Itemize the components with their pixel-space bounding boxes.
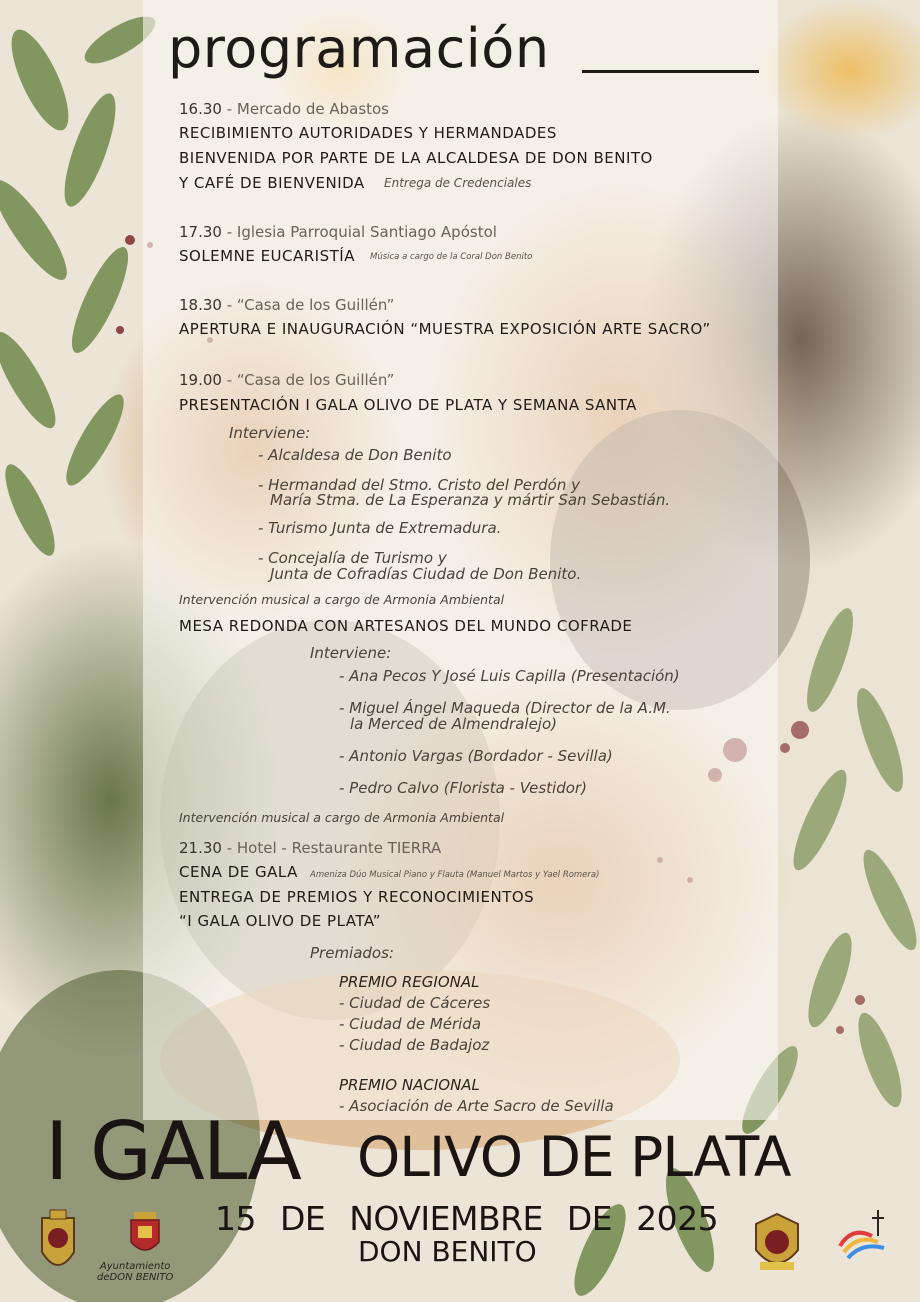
music-note: Intervención musical a cargo de Armonia Ambiental <box>179 592 505 607</box>
title-rule <box>582 70 759 73</box>
cofradias-seal-icon <box>752 1210 802 1276</box>
award-category: PREMIO NACIONAL <box>339 1076 480 1094</box>
event-time-row: 21.30 - Hotel - Restaurante TIERRA <box>179 839 442 857</box>
event-time-row: 17.30 - Iglesia Parroquial Santiago Apóstol <box>179 223 497 241</box>
speaker-item: - Miguel Ángel Maqueda (Director de la A.M. <box>339 699 671 717</box>
speaker-item: - Hermandad del Stmo. Cristo del Perdón y <box>258 476 581 494</box>
event-place: “Casa de los Guillén” <box>236 371 395 389</box>
speaker-item: - Turismo Junta de Extremadura. <box>258 519 502 537</box>
speaker-item: - Pedro Calvo (Florista - Vestidor) <box>339 779 587 797</box>
speaker-item: - Concejalía de Turismo y <box>258 549 447 567</box>
intervenes-label: Interviene: <box>310 644 392 662</box>
speaker-item: María Stma. de La Esperanza y mártir San Sebastián. <box>270 491 671 509</box>
event-line: CENA DE GALA <box>179 863 298 881</box>
event-line: Y CAFÉ DE BIENVENIDA <box>179 174 365 192</box>
awarded-label: Premiados: <box>310 944 394 962</box>
event-note: Ameniza Dúo Musical Piano y Flauta (Manuel Martos y Yael Romera) <box>310 870 600 880</box>
event-note: Entrega de Credenciales <box>384 176 532 190</box>
event-time: 21.30 <box>179 839 222 857</box>
event-line: RECIBIMIENTO AUTORIDADES Y HERMANDADES <box>179 124 557 142</box>
award-item: - Ciudad de Badajoz <box>339 1036 490 1054</box>
event-date: 15 DE NOVIEMBRE DE 2025 <box>215 1199 719 1238</box>
brotherhood-crest-icon <box>36 1208 80 1280</box>
program-panel <box>143 0 778 1120</box>
event-line: ENTREGA DE PREMIOS Y RECONOCIMIENTOS <box>179 888 535 906</box>
event-time: 17.30 <box>179 223 222 241</box>
award-item: - Asociación de Arte Sacro de Sevilla <box>339 1097 614 1115</box>
event-line: SOLEMNE EUCARISTÍA <box>179 247 355 265</box>
event-place: Iglesia Parroquial Santiago Apóstol <box>236 223 497 241</box>
intervenes-label: Interviene: <box>229 424 311 442</box>
award-item: - Ciudad de Mérida <box>339 1015 482 1033</box>
speaker-item: - Antonio Vargas (Bordador - Sevilla) <box>339 747 613 765</box>
event-line: PRESENTACIÓN I GALA OLIVO DE PLATA Y SEMANA SANTA <box>179 396 637 414</box>
event-time: 16.30 <box>179 100 222 118</box>
event-time-row: 19.00 - “Casa de los Guillén” <box>179 371 395 389</box>
event-place: Hotel - Restaurante TIERRA <box>236 839 442 857</box>
speaker-item: la Merced de Almendralejo) <box>350 715 557 733</box>
page-title: programación <box>168 17 550 80</box>
music-note: Intervención musical a cargo de Armonia Ambiental <box>179 810 505 825</box>
event-line: BIENVENIDA POR PARTE DE LA ALCALDESA DE DON BENITO <box>179 149 653 167</box>
speaker-item: - Alcaldesa de Don Benito <box>258 446 452 464</box>
event-note: Música a cargo de la Coral Don Benito <box>370 252 533 262</box>
event-place: “Casa de los Guillén” <box>236 296 395 314</box>
town-hall-label: Ayuntamiento deDON BENITO <box>97 1261 174 1283</box>
event-time: 19.00 <box>179 371 222 389</box>
event-city: DON BENITO <box>358 1235 537 1268</box>
roundtable-title: MESA REDONDA CON ARTESANOS DEL MUNDO COFRADE <box>179 617 633 635</box>
town-hall-shield-icon <box>128 1210 162 1258</box>
event-line: “I GALA OLIVO DE PLATA” <box>179 912 382 930</box>
event-time-row: 16.30 - Mercado de Abastos <box>179 100 390 118</box>
event-place: Mercado de Abastos <box>236 100 390 118</box>
pilgrims-logo-icon <box>832 1206 894 1266</box>
event-time-row: 18.30 - “Casa de los Guillén” <box>179 296 395 314</box>
event-time: 18.30 <box>179 296 222 314</box>
speaker-item: - Ana Pecos Y José Luis Capilla (Presentación) <box>339 667 680 685</box>
award-category: PREMIO REGIONAL <box>339 973 480 991</box>
gala-title: I GALA <box>45 1105 300 1198</box>
award-item: - Ciudad de Cáceres <box>339 994 491 1012</box>
event-line: APERTURA E INAUGURACIÓN “MUESTRA EXPOSICIÓN ARTE SACRO” <box>179 320 711 338</box>
olivo-title: OLIVO DE PLATA <box>357 1125 791 1189</box>
speaker-item: Junta de Cofradías Ciudad de Don Benito. <box>270 565 582 583</box>
